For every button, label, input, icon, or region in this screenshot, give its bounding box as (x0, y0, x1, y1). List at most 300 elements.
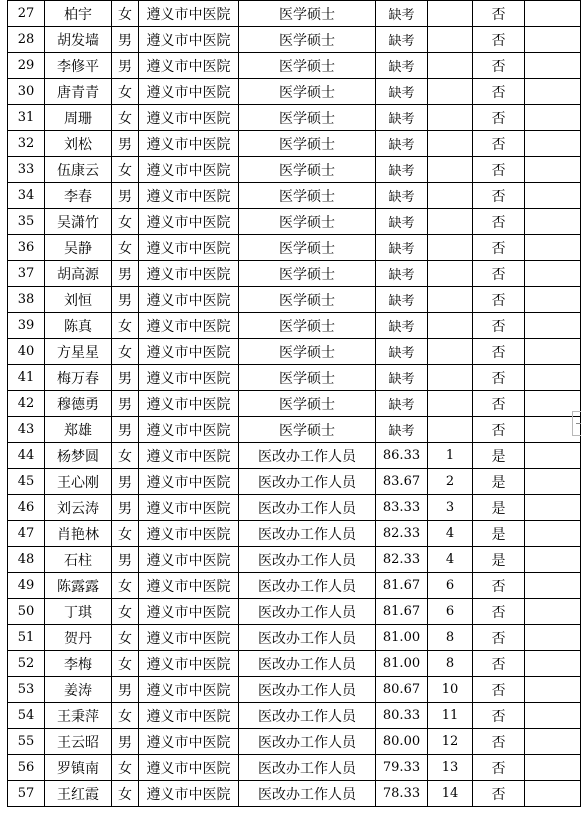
hospital-cell: 遵义市中医院 (139, 131, 239, 157)
rank-cell (428, 53, 473, 79)
gender-cell: 男 (112, 391, 139, 417)
position-cell: 医改办工作人员 (239, 547, 376, 573)
position-cell: 医学硕士 (239, 157, 376, 183)
gender-cell: 女 (112, 157, 139, 183)
score-cell: 缺考 (376, 27, 428, 53)
score-cell: 82.33 (376, 521, 428, 547)
candidate-name-cell: 柏宇 (45, 1, 112, 27)
hospital-cell: 遵义市中医院 (139, 469, 239, 495)
rank-cell (428, 391, 473, 417)
gender-cell: 女 (112, 573, 139, 599)
row-number-cell: 54 (8, 703, 45, 729)
blank-cell-cell (525, 287, 581, 313)
pass-status-cell: 否 (473, 391, 525, 417)
rank-cell (428, 183, 473, 209)
pass-status-cell: 否 (473, 729, 525, 755)
gender-cell: 男 (112, 183, 139, 209)
gender-cell: 女 (112, 209, 139, 235)
blank-cell-cell (525, 339, 581, 365)
position-cell: 医改办工作人员 (239, 495, 376, 521)
row-number-cell: 56 (8, 755, 45, 781)
gender-cell: 女 (112, 235, 139, 261)
candidate-name-cell: 姜涛 (45, 677, 112, 703)
gender-cell: 女 (112, 703, 139, 729)
hospital-cell: 遵义市中医院 (139, 209, 239, 235)
position-cell: 医学硕士 (239, 391, 376, 417)
score-cell: 缺考 (376, 235, 428, 261)
table-row (8, 27, 581, 53)
score-cell: 81.00 (376, 651, 428, 677)
pass-status-cell: 否 (473, 599, 525, 625)
candidate-name-cell: 石柱 (45, 547, 112, 573)
position-cell: 医学硕士 (239, 287, 376, 313)
pass-status-cell: 否 (473, 27, 525, 53)
candidate-name-cell: 刘恒 (45, 287, 112, 313)
gender-cell: 女 (112, 521, 139, 547)
position-cell: 医改办工作人员 (239, 729, 376, 755)
score-cell: 80.33 (376, 703, 428, 729)
score-cell: 缺考 (376, 79, 428, 105)
gender-cell: 男 (112, 495, 139, 521)
hospital-cell: 遵义市中医院 (139, 755, 239, 781)
blank-cell-cell (525, 755, 581, 781)
blank-cell-cell (525, 781, 581, 807)
table-row (8, 131, 581, 157)
position-cell: 医学硕士 (239, 313, 376, 339)
position-cell: 医学硕士 (239, 183, 376, 209)
candidate-name-cell: 郑雄 (45, 417, 112, 443)
blank-cell-cell (525, 677, 581, 703)
table-row (8, 417, 581, 443)
blank-cell-cell (525, 235, 581, 261)
hospital-cell: 遵义市中医院 (139, 495, 239, 521)
candidate-name-cell: 陈真 (45, 313, 112, 339)
table-row (8, 183, 581, 209)
hospital-cell: 遵义市中医院 (139, 521, 239, 547)
gender-cell: 男 (112, 131, 139, 157)
hospital-cell: 遵义市中医院 (139, 703, 239, 729)
row-number-cell: 39 (8, 313, 45, 339)
position-cell: 医改办工作人员 (239, 573, 376, 599)
candidate-name-cell: 王心刚 (45, 469, 112, 495)
position-cell: 医改办工作人员 (239, 677, 376, 703)
results-table (7, 0, 581, 807)
hospital-cell: 遵义市中医院 (139, 599, 239, 625)
score-cell: 缺考 (376, 53, 428, 79)
candidate-name-cell: 吴潇竹 (45, 209, 112, 235)
gender-cell: 女 (112, 651, 139, 677)
pass-status-cell: 否 (473, 573, 525, 599)
candidate-name-cell: 唐青青 (45, 79, 112, 105)
rank-cell (428, 235, 473, 261)
hospital-cell: 遵义市中医院 (139, 365, 239, 391)
rank-cell (428, 313, 473, 339)
hospital-cell: 遵义市中医院 (139, 729, 239, 755)
row-number-cell: 42 (8, 391, 45, 417)
table-row (8, 209, 581, 235)
table-row (8, 79, 581, 105)
gender-cell: 女 (112, 339, 139, 365)
rank-cell: 14 (428, 781, 473, 807)
pass-status-cell: 否 (473, 131, 525, 157)
hospital-cell: 遵义市中医院 (139, 287, 239, 313)
pass-status-cell: 否 (473, 417, 525, 443)
hospital-cell: 遵义市中医院 (139, 157, 239, 183)
table-row (8, 313, 581, 339)
rank-cell: 10 (428, 677, 473, 703)
position-cell: 医学硕士 (239, 339, 376, 365)
pass-status-cell: 是 (473, 443, 525, 469)
row-number-cell: 55 (8, 729, 45, 755)
rank-cell (428, 261, 473, 287)
pass-status-cell: 否 (473, 677, 525, 703)
rank-cell: 12 (428, 729, 473, 755)
candidate-name-cell: 李修平 (45, 53, 112, 79)
gender-cell: 男 (112, 729, 139, 755)
table-row (8, 625, 581, 651)
row-number-cell: 37 (8, 261, 45, 287)
candidate-name-cell: 吴静 (45, 235, 112, 261)
blank-cell-cell (525, 599, 581, 625)
position-cell: 医学硕士 (239, 105, 376, 131)
hospital-cell: 遵义市中医院 (139, 313, 239, 339)
blank-cell-cell (525, 157, 581, 183)
candidate-name-cell: 贺丹 (45, 625, 112, 651)
position-cell: 医改办工作人员 (239, 625, 376, 651)
table-row (8, 781, 581, 807)
position-cell: 医改办工作人员 (239, 651, 376, 677)
blank-cell-cell (525, 703, 581, 729)
gender-cell: 男 (112, 261, 139, 287)
candidate-name-cell: 梅万春 (45, 365, 112, 391)
blank-cell-cell (525, 131, 581, 157)
candidate-name-cell: 杨梦圆 (45, 443, 112, 469)
blank-cell-cell (525, 313, 581, 339)
pass-status-cell: 否 (473, 755, 525, 781)
row-number-cell: 32 (8, 131, 45, 157)
table-row (8, 495, 581, 521)
pass-status-cell: 否 (473, 703, 525, 729)
table-row (8, 105, 581, 131)
rank-cell: 2 (428, 469, 473, 495)
row-number-cell: 47 (8, 521, 45, 547)
score-cell: 缺考 (376, 131, 428, 157)
row-number-cell: 30 (8, 79, 45, 105)
hospital-cell: 遵义市中医院 (139, 417, 239, 443)
blank-cell-cell (525, 261, 581, 287)
score-cell: 80.67 (376, 677, 428, 703)
hospital-cell: 遵义市中医院 (139, 391, 239, 417)
hospital-cell: 遵义市中医院 (139, 573, 239, 599)
gender-cell: 女 (112, 755, 139, 781)
gender-cell: 男 (112, 27, 139, 53)
position-cell: 医改办工作人员 (239, 599, 376, 625)
rank-cell: 6 (428, 573, 473, 599)
hospital-cell: 遵义市中医院 (139, 443, 239, 469)
pass-status-cell: 否 (473, 365, 525, 391)
position-cell: 医学硕士 (239, 131, 376, 157)
gender-cell: 男 (112, 547, 139, 573)
rank-cell: 3 (428, 495, 473, 521)
row-number-cell: 38 (8, 287, 45, 313)
hospital-cell: 遵义市中医院 (139, 547, 239, 573)
gender-cell: 女 (112, 79, 139, 105)
table-row (8, 703, 581, 729)
blank-cell-cell (525, 469, 581, 495)
candidate-name-cell: 胡高源 (45, 261, 112, 287)
score-cell: 缺考 (376, 287, 428, 313)
pass-status-cell: 否 (473, 53, 525, 79)
table-row (8, 755, 581, 781)
rank-cell (428, 1, 473, 27)
score-cell: 缺考 (376, 261, 428, 287)
gender-cell: 男 (112, 287, 139, 313)
pass-status-cell: 否 (473, 183, 525, 209)
gender-cell: 女 (112, 625, 139, 651)
gender-cell: 男 (112, 365, 139, 391)
candidate-name-cell: 陈露露 (45, 573, 112, 599)
score-cell: 缺考 (376, 1, 428, 27)
pass-status-cell: 否 (473, 287, 525, 313)
gender-cell: 女 (112, 781, 139, 807)
score-cell: 79.33 (376, 755, 428, 781)
table-row (8, 339, 581, 365)
pass-status-cell: 是 (473, 469, 525, 495)
pass-status-cell: 否 (473, 313, 525, 339)
position-cell: 医学硕士 (239, 209, 376, 235)
hospital-cell: 遵义市中医院 (139, 261, 239, 287)
candidate-name-cell: 王红霞 (45, 781, 112, 807)
hospital-cell: 遵义市中医院 (139, 53, 239, 79)
candidate-name-cell: 方星星 (45, 339, 112, 365)
candidate-name-cell: 罗镇南 (45, 755, 112, 781)
row-number-cell: 50 (8, 599, 45, 625)
table-row (8, 521, 581, 547)
hospital-cell: 遵义市中医院 (139, 1, 239, 27)
candidate-name-cell: 肖艳林 (45, 521, 112, 547)
score-cell: 缺考 (376, 417, 428, 443)
position-cell: 医改办工作人员 (239, 469, 376, 495)
row-number-cell: 35 (8, 209, 45, 235)
row-number-cell: 33 (8, 157, 45, 183)
candidate-name-cell: 丁琪 (45, 599, 112, 625)
score-cell: 缺考 (376, 365, 428, 391)
rank-cell: 11 (428, 703, 473, 729)
rank-cell (428, 339, 473, 365)
pass-status-cell: 否 (473, 157, 525, 183)
position-cell: 医学硕士 (239, 53, 376, 79)
score-cell: 缺考 (376, 313, 428, 339)
position-cell: 医改办工作人员 (239, 755, 376, 781)
blank-cell-cell (525, 209, 581, 235)
candidate-name-cell: 王云昭 (45, 729, 112, 755)
gender-cell: 女 (112, 1, 139, 27)
pass-status-cell: 是 (473, 521, 525, 547)
candidate-name-cell: 伍康云 (45, 157, 112, 183)
position-cell: 医学硕士 (239, 417, 376, 443)
blank-cell-cell (525, 521, 581, 547)
blank-cell-cell (525, 105, 581, 131)
pass-status-cell: 否 (473, 1, 525, 27)
score-cell: 缺考 (376, 391, 428, 417)
position-cell: 医学硕士 (239, 235, 376, 261)
rank-cell (428, 287, 473, 313)
table-row (8, 1, 581, 27)
candidate-name-cell: 李春 (45, 183, 112, 209)
blank-cell-cell (525, 625, 581, 651)
row-number-cell: 41 (8, 365, 45, 391)
pass-status-cell: 否 (473, 625, 525, 651)
row-number-cell: 46 (8, 495, 45, 521)
row-number-cell: 57 (8, 781, 45, 807)
row-number-cell: 29 (8, 53, 45, 79)
position-cell: 医改办工作人员 (239, 443, 376, 469)
candidate-name-cell: 刘云涛 (45, 495, 112, 521)
gender-cell: 男 (112, 677, 139, 703)
pass-status-cell: 否 (473, 209, 525, 235)
position-cell: 医学硕士 (239, 1, 376, 27)
pass-status-cell: 否 (473, 261, 525, 287)
hospital-cell: 遵义市中医院 (139, 651, 239, 677)
blank-cell-cell (525, 79, 581, 105)
candidate-name-cell: 胡发墙 (45, 27, 112, 53)
gender-cell: 女 (112, 313, 139, 339)
hospital-cell: 遵义市中医院 (139, 625, 239, 651)
pass-status-cell: 否 (473, 339, 525, 365)
candidate-name-cell: 周珊 (45, 105, 112, 131)
gender-cell: 男 (112, 53, 139, 79)
row-number-cell: 31 (8, 105, 45, 131)
table-row (8, 443, 581, 469)
row-number-cell: 48 (8, 547, 45, 573)
side-scroll-tab[interactable] (572, 411, 581, 436)
position-cell: 医学硕士 (239, 27, 376, 53)
score-cell: 83.33 (376, 495, 428, 521)
score-cell: 81.67 (376, 599, 428, 625)
candidate-name-cell: 刘松 (45, 131, 112, 157)
rank-cell (428, 209, 473, 235)
rank-cell (428, 105, 473, 131)
rank-cell (428, 157, 473, 183)
rank-cell: 4 (428, 547, 473, 573)
blank-cell-cell (525, 729, 581, 755)
rank-cell: 4 (428, 521, 473, 547)
rank-cell (428, 131, 473, 157)
hospital-cell: 遵义市中医院 (139, 339, 239, 365)
gender-cell: 男 (112, 417, 139, 443)
table-row (8, 599, 581, 625)
row-number-cell: 43 (8, 417, 45, 443)
score-cell: 缺考 (376, 157, 428, 183)
table-row (8, 573, 581, 599)
pass-status-cell: 否 (473, 105, 525, 131)
score-cell: 83.67 (376, 469, 428, 495)
blank-cell-cell (525, 183, 581, 209)
pass-status-cell: 否 (473, 781, 525, 807)
table-row (8, 677, 581, 703)
row-number-cell: 45 (8, 469, 45, 495)
candidate-name-cell: 李梅 (45, 651, 112, 677)
row-number-cell: 36 (8, 235, 45, 261)
position-cell: 医改办工作人员 (239, 521, 376, 547)
table-row (8, 261, 581, 287)
pass-status-cell: 是 (473, 495, 525, 521)
gender-cell: 女 (112, 443, 139, 469)
blank-cell-cell (525, 53, 581, 79)
blank-cell-cell (525, 27, 581, 53)
gender-cell: 女 (112, 105, 139, 131)
candidate-name-cell: 穆德勇 (45, 391, 112, 417)
pass-status-cell: 否 (473, 79, 525, 105)
blank-cell-cell (525, 365, 581, 391)
table-row (8, 391, 581, 417)
table-row (8, 365, 581, 391)
score-cell: 81.67 (376, 573, 428, 599)
hospital-cell: 遵义市中医院 (139, 235, 239, 261)
position-cell: 医改办工作人员 (239, 703, 376, 729)
row-number-cell: 53 (8, 677, 45, 703)
score-cell: 缺考 (376, 339, 428, 365)
rank-cell (428, 79, 473, 105)
blank-cell-cell (525, 1, 581, 27)
score-cell: 缺考 (376, 183, 428, 209)
rank-cell (428, 27, 473, 53)
position-cell: 医学硕士 (239, 79, 376, 105)
hospital-cell: 遵义市中医院 (139, 781, 239, 807)
pass-status-cell: 否 (473, 651, 525, 677)
row-number-cell: 51 (8, 625, 45, 651)
table-row (8, 469, 581, 495)
position-cell: 医改办工作人员 (239, 781, 376, 807)
position-cell: 医学硕士 (239, 261, 376, 287)
score-cell: 86.33 (376, 443, 428, 469)
table-row (8, 729, 581, 755)
score-cell: 缺考 (376, 209, 428, 235)
gender-cell: 女 (112, 599, 139, 625)
hospital-cell: 遵义市中医院 (139, 79, 239, 105)
row-number-cell: 27 (8, 1, 45, 27)
table-row (8, 157, 581, 183)
table-row (8, 235, 581, 261)
position-cell: 医学硕士 (239, 365, 376, 391)
rank-cell (428, 365, 473, 391)
row-number-cell: 52 (8, 651, 45, 677)
row-number-cell: 40 (8, 339, 45, 365)
pass-status-cell: 否 (473, 235, 525, 261)
table-row (8, 651, 581, 677)
row-number-cell: 49 (8, 573, 45, 599)
gender-cell: 男 (112, 469, 139, 495)
blank-cell-cell (525, 573, 581, 599)
hospital-cell: 遵义市中医院 (139, 183, 239, 209)
row-number-cell: 44 (8, 443, 45, 469)
hospital-cell: 遵义市中医院 (139, 105, 239, 131)
pass-status-cell: 是 (473, 547, 525, 573)
rank-cell: 13 (428, 755, 473, 781)
table-row (8, 547, 581, 573)
score-cell: 80.00 (376, 729, 428, 755)
score-cell: 78.33 (376, 781, 428, 807)
rank-cell: 8 (428, 651, 473, 677)
blank-cell-cell (525, 495, 581, 521)
rank-cell (428, 417, 473, 443)
blank-cell-cell (525, 443, 581, 469)
table-row (8, 53, 581, 79)
blank-cell-cell (525, 547, 581, 573)
rank-cell: 6 (428, 599, 473, 625)
candidate-name-cell: 王秉萍 (45, 703, 112, 729)
row-number-cell: 28 (8, 27, 45, 53)
